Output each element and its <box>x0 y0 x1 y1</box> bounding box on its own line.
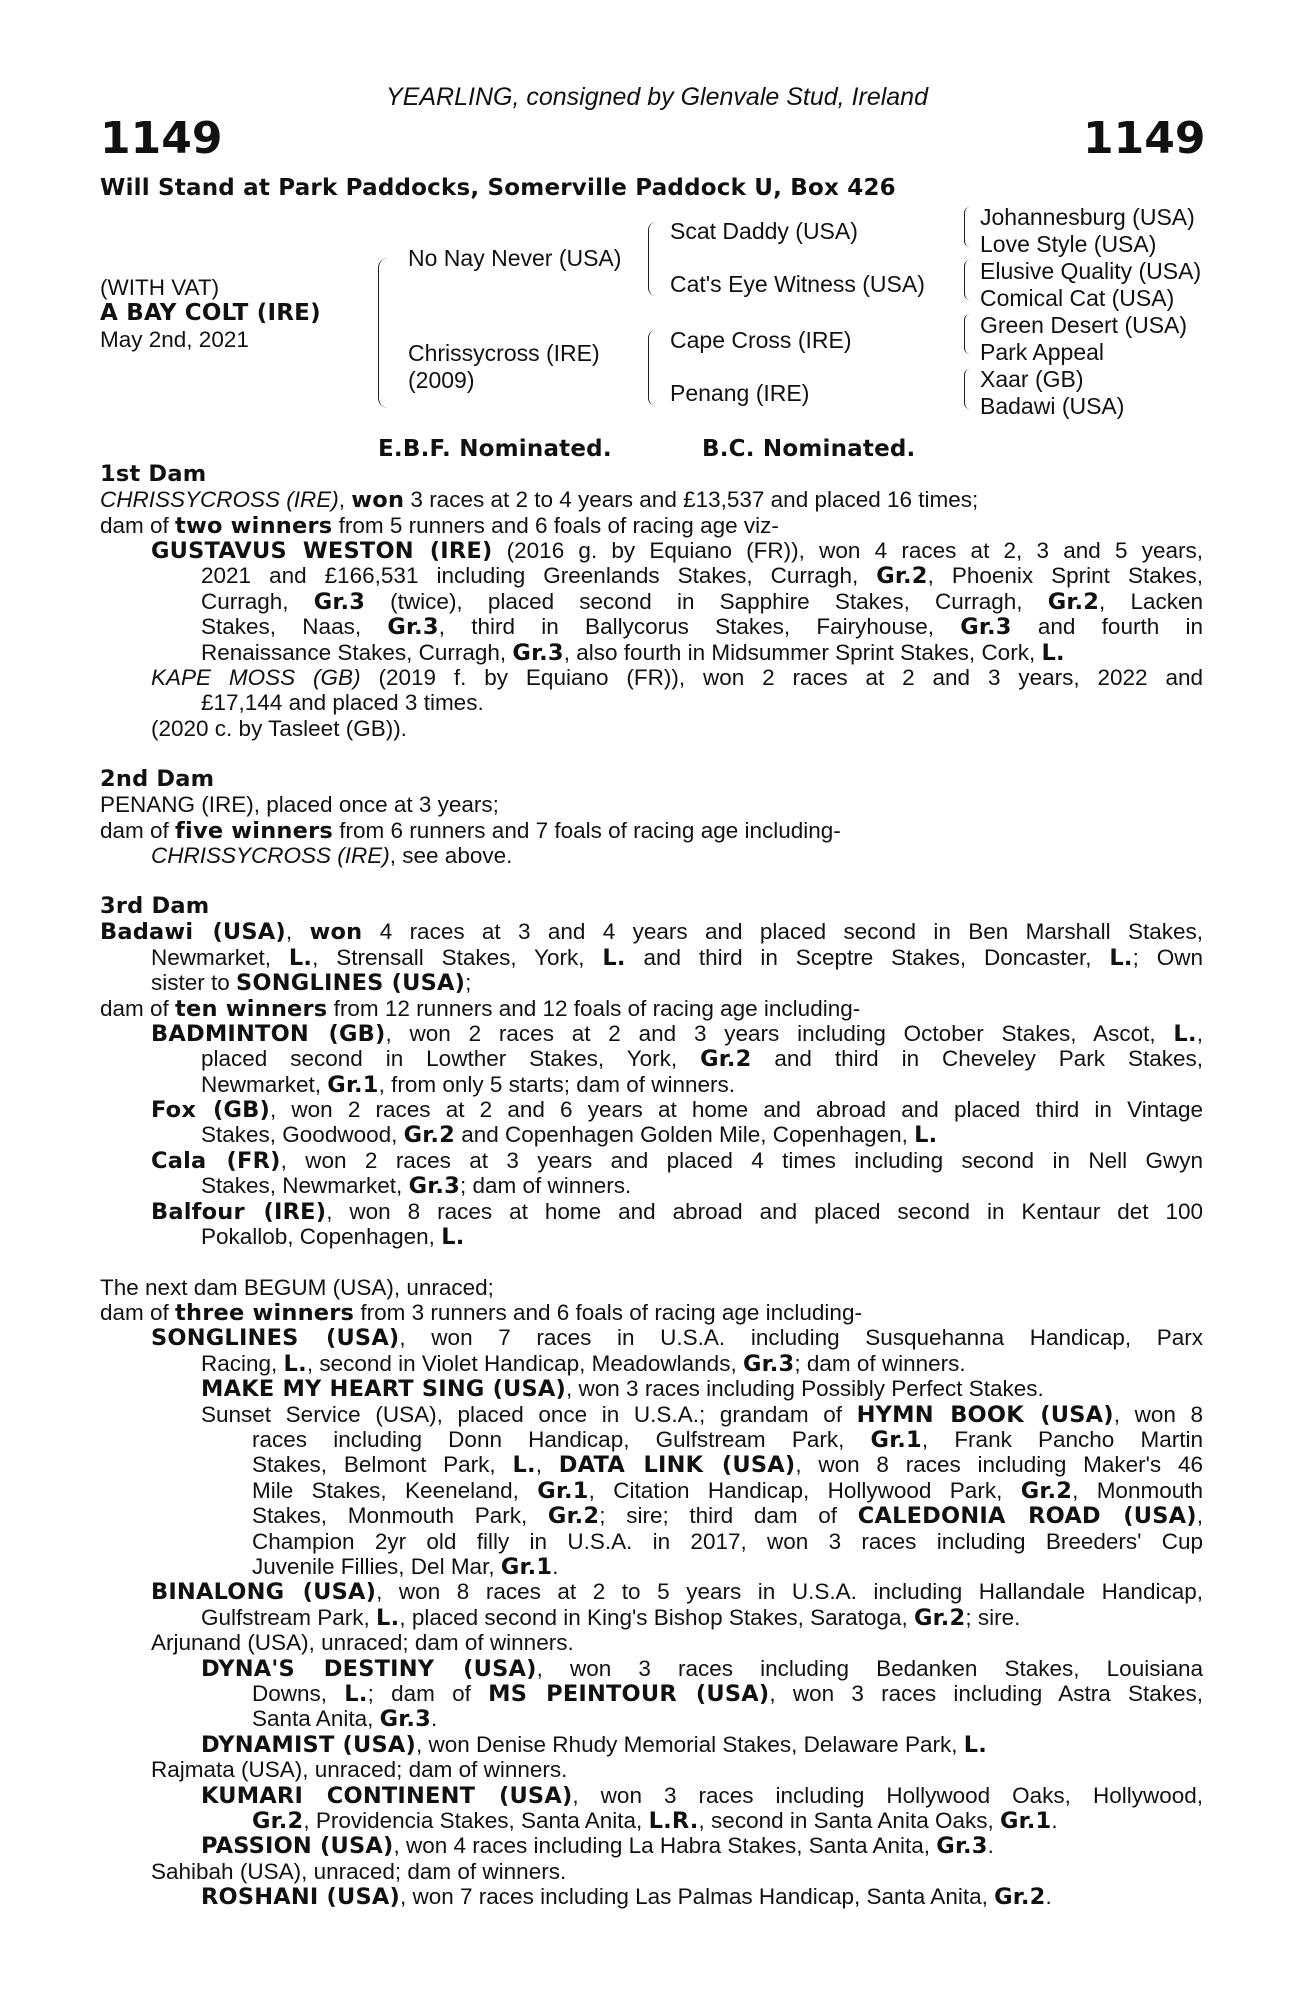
g-brace-4 <box>964 369 971 409</box>
granddam-4: Comical Cat (USA) <box>980 285 1175 311</box>
next-dam-produce-line: dam of three winners from 3 runners and 6 foals of racing age including- <box>100 1300 862 1326</box>
arjunand-line: Arjunand (USA), unraced; dam of winners. <box>151 1630 574 1655</box>
first-dam-produce-line: dam of two winners from 5 runners and 6 foals of racing age viz- <box>100 513 779 539</box>
gustavus-weston-line-1: GUSTAVUS WESTON (IRE) (2016 g. by Equiano (FR)), won 4 races at 2, 3 and 5 years, <box>151 538 1203 564</box>
dam-year: (2009) <box>408 367 475 393</box>
cala-line-1: Cala (FR), won 2 races at 3 years and placed 4 times including second in Nell Gwyn <box>151 1148 1203 1174</box>
make-my-heart-sing-line: MAKE MY HEART SING (USA), won 3 races including Possibly Perfect Stakes. <box>201 1376 1044 1402</box>
kape-moss-line-2: £17,144 and placed 3 times. <box>201 690 484 715</box>
dam-brace <box>648 330 657 406</box>
songlines-line-1: SONGLINES (USA), won 7 races in U.S.A. including Susquehanna Handicap, Parx <box>151 1325 1203 1351</box>
horse-name: A BAY COLT (IRE) <box>100 300 321 326</box>
kape-moss-line-1: KAPE MOSS (GB) (2019 f. by Equiano (FR)), won 2 races at 2 and 3 years, 2022 and <box>151 665 1203 690</box>
stabling-location: Will Stand at Park Paddocks, Somerville Paddock U, Box 426 <box>100 175 896 201</box>
balfour-line-2: Pokallob, Copenhagen, L. <box>201 1224 465 1250</box>
lot-number-right: 1149 <box>1083 113 1206 164</box>
second-dam-produce-line: dam of five winners from 6 runners and 7 foals of racing age including- <box>100 818 841 844</box>
third-dam-heading: 3rd Dam <box>100 893 210 919</box>
badminton-line-1: BADMINTON (GB), won 2 races at 2 and 3 years including October Stakes, Ascot, L., <box>151 1021 1203 1047</box>
fox-line-2: Stakes, Goodwood, Gr.2 and Copenhagen Golden Mile, Copenhagen, L. <box>201 1122 938 1148</box>
foaling-date: May 2nd, 2021 <box>100 327 249 352</box>
songlines-line-2: Racing, L., second in Violet Handicap, Meadowlands, Gr.3; dam of winners. <box>201 1351 966 1377</box>
g-brace-1 <box>964 207 971 247</box>
sunset-service-line-4: Mile Stakes, Keeneland, Gr.1, Citation Handicap, Hollywood Park, Gr.2, Monmouth <box>252 1478 1203 1504</box>
bc-nomination: B.C. Nominated. <box>702 436 916 462</box>
sunset-service-line-7: Juvenile Fillies, Del Mar, Gr.1. <box>252 1554 559 1580</box>
sire-brace <box>648 222 657 296</box>
sire-dam-name: Cat's Eye Witness (USA) <box>670 271 925 297</box>
vat-note: (WITH VAT) <box>100 275 220 300</box>
dynas-destiny-line-1: DYNA'S DESTINY (USA), won 3 races including Bedanken Stakes, Louisiana <box>201 1656 1203 1682</box>
rajmata-line: Rajmata (USA), unraced; dam of winners. <box>151 1757 568 1782</box>
second-dam-see-above: CHRISSYCROSS (IRE), see above. <box>151 843 513 868</box>
kumari-continent-line-2: Gr.2, Providencia Stakes, Santa Anita, L.R., second in Santa Anita Oaks, Gr.1. <box>252 1808 1058 1834</box>
passion-line: PASSION (USA), won 4 races including La Habra Stakes, Santa Anita, Gr.3. <box>201 1833 994 1859</box>
dynas-destiny-line-3: Santa Anita, Gr.3. <box>252 1706 438 1732</box>
granddam-2: Love Style (USA) <box>980 231 1157 257</box>
grandsire-5: Green Desert (USA) <box>980 312 1188 338</box>
sahibah-line: Sahibah (USA), unraced; dam of winners. <box>151 1859 567 1884</box>
badawi-line-2: Newmarket, L., Strensall Stakes, York, L. and third in Sceptre Stakes, Doncaster, L.; Own <box>151 945 1203 971</box>
roshani-line: ROSHANI (USA), won 7 races including Las Palmas Handicap, Santa Anita, Gr.2. <box>201 1884 1052 1910</box>
granddam-8: Badawi (USA) <box>980 393 1125 419</box>
first-dam-line: CHRISSYCROSS (IRE), won 3 races at 2 to 4 years and £13,537 and placed 16 times; <box>100 487 979 513</box>
fox-line-1: Fox (GB), won 2 races at 2 and 6 years at home and abroad and placed third in Vintage <box>151 1097 1203 1123</box>
sunset-service-line-5: Stakes, Monmouth Park, Gr.2; sire; third dam of CALEDONIA ROAD (USA), <box>252 1503 1203 1529</box>
granddam-6: Park Appeal <box>980 339 1105 365</box>
dam-sire-name: Cape Cross (IRE) <box>670 327 852 353</box>
badminton-line-2: placed second in Lowther Stakes, York, Gr.2 and third in Cheveley Park Stakes, <box>201 1046 1203 1072</box>
gustavus-weston-line-5: Renaissance Stakes, Curragh, Gr.3, also fourth in Midsummer Sprint Stakes, Cork, L. <box>201 640 1065 666</box>
pedigree-main-brace <box>378 258 389 408</box>
gustavus-weston-line-3: Curragh, Gr.3 (twice), placed second in Sapphire Stakes, Curragh, Gr.2, Lacken <box>201 589 1203 615</box>
dam-name: Chrissycross (IRE) <box>408 340 600 366</box>
kumari-continent-line-1: KUMARI CONTINENT (USA), won 3 races including Hollywood Oaks, Hollywood, <box>201 1783 1203 1809</box>
first-dam-heading: 1st Dam <box>100 461 207 487</box>
balfour-line-1: Balfour (IRE), won 8 races at home and abroad and placed second in Kentaur det 100 <box>151 1199 1203 1225</box>
g-brace-3 <box>964 314 971 354</box>
gustavus-weston-line-4: Stakes, Naas, Gr.3, third in Ballycorus Stakes, Fairyhouse, Gr.3 and fourth in <box>201 614 1204 640</box>
sale-subtitle: YEARLING, consigned by Glenvale Stud, Ireland <box>386 83 928 111</box>
next-dam-line: The next dam BEGUM (USA), unraced; <box>100 1275 494 1300</box>
binalong-line-2: Gulfstream Park, L., placed second in King's Bishop Stakes, Saratoga, Gr.2; sire. <box>201 1605 1021 1631</box>
lot-number-left: 1149 <box>100 113 223 164</box>
cala-line-2: Stakes, Newmarket, Gr.3; dam of winners. <box>201 1173 632 1199</box>
dynas-destiny-line-2: Downs, L.; dam of MS PEINTOUR (USA), won 3 races including Astra Stakes, <box>252 1681 1204 1707</box>
second-dam-line: PENANG (IRE), placed once at 3 years; <box>100 792 499 817</box>
grandsire-7: Xaar (GB) <box>980 366 1084 392</box>
badawi-line-3: sister to SONGLINES (USA); <box>151 970 472 996</box>
grandsire-3: Elusive Quality (USA) <box>980 258 1202 284</box>
sunset-service-line-3: Stakes, Belmont Park, L., DATA LINK (USA), won 8 races including Maker's 46 <box>252 1452 1203 1478</box>
dynamist-line: DYNAMIST (USA), won Denise Rhudy Memorial Stakes, Delaware Park, L. <box>201 1732 988 1758</box>
badawi-produce-line: dam of ten winners from 12 runners and 12 foals of racing age including- <box>100 996 861 1022</box>
g-brace-2 <box>964 260 971 300</box>
badawi-line-1: Badawi (USA), won 4 races at 3 and 4 years and placed second in Ben Marshall Stakes, <box>100 919 1203 945</box>
colt-2020-line: (2020 c. by Tasleet (GB)). <box>151 716 407 741</box>
second-dam-heading: 2nd Dam <box>100 766 215 792</box>
gustavus-weston-line-2: 2021 and £166,531 including Greenlands Stakes, Curragh, Gr.2, Phoenix Sprint Stakes, <box>201 563 1203 589</box>
sire-name: No Nay Never (USA) <box>408 245 622 271</box>
badminton-line-3: Newmarket, Gr.1, from only 5 starts; dam of winners. <box>201 1072 736 1098</box>
sire-sire-name: Scat Daddy (USA) <box>670 218 858 244</box>
ebf-nomination: E.B.F. Nominated. <box>378 436 612 462</box>
grandsire-1: Johannesburg (USA) <box>980 204 1195 230</box>
sunset-service-line-6: Champion 2yr old filly in U.S.A. in 2017, won 3 races including Breeders' Cup <box>252 1529 1203 1554</box>
dam-dam-name: Penang (IRE) <box>670 380 810 406</box>
binalong-line-1: BINALONG (USA), won 8 races at 2 to 5 years in U.S.A. including Hallandale Handicap, <box>151 1579 1203 1605</box>
sunset-service-line-2: races including Donn Handicap, Gulfstream Park, Gr.1, Frank Pancho Martin <box>252 1427 1203 1453</box>
sunset-service-line-1: Sunset Service (USA), placed once in U.S.A.; grandam of HYMN BOOK (USA), won 8 <box>201 1402 1203 1428</box>
